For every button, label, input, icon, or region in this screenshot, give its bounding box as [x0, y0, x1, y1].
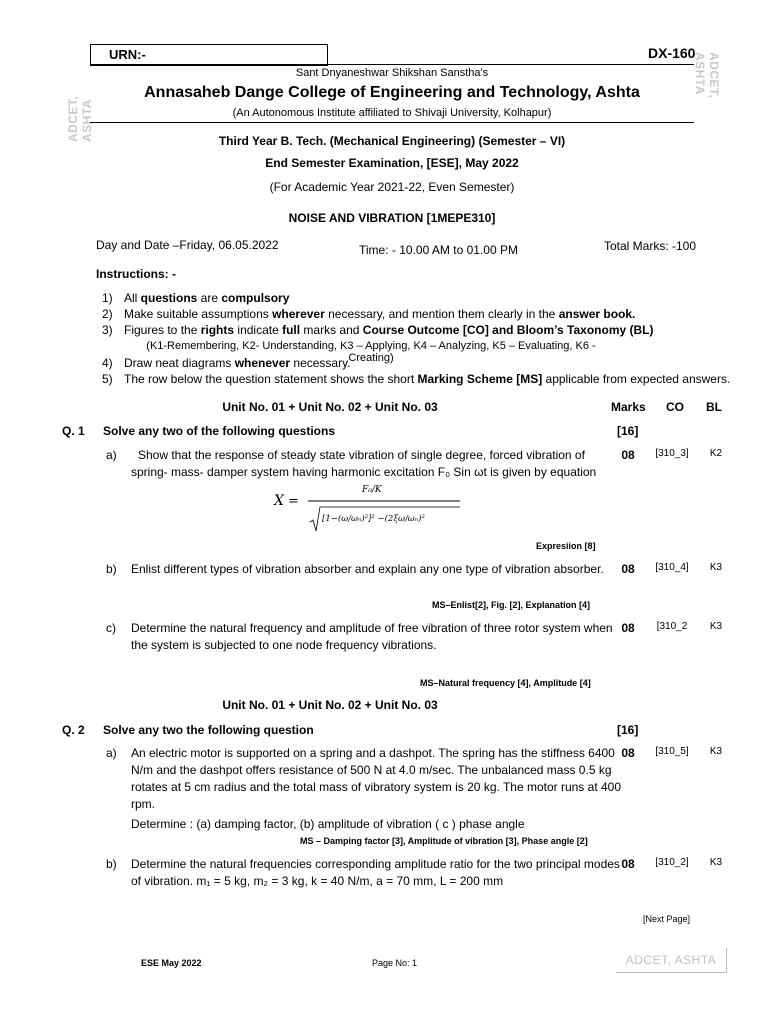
- q2b-line2: of vibration. m₁ = 5 kg, m₂ = 3 kg, k = 40 N/m, a = 70 mm, L = 200 mm: [131, 874, 504, 888]
- formula-x: X: [274, 493, 284, 509]
- program: Third Year B. Tech. (Mechanical Engineering) (Semester – VI): [218, 134, 566, 148]
- sub-question-bl: K3: [709, 746, 723, 757]
- question-total-marks: [16]: [617, 723, 639, 737]
- question-number: Q. 1: [62, 424, 85, 438]
- side-watermark-right: ADCET, ASHTA: [693, 52, 721, 99]
- sub-question-co: [310_4]: [655, 562, 689, 573]
- instruction-5: The row below the question statement shows the short Marking Scheme [MS] applicable from expected answers.: [124, 372, 731, 386]
- q2a-line1: An electric motor is supported on a spring and a dashpot. The spring has the stiffness 6400: [131, 746, 615, 760]
- sub-question-co: [310_2: [656, 621, 688, 632]
- side-watermark-left: ADCET, ASHTA: [66, 95, 94, 142]
- marking-scheme: Expresiion [8]: [536, 541, 596, 551]
- q1c-line2: the system is subjected to one node frequency vibrations.: [131, 638, 437, 652]
- formula-equals: =: [288, 494, 299, 509]
- formula-numerator: F₀/K: [362, 485, 382, 495]
- header-rule: [90, 64, 694, 65]
- header-rule-bottom: [90, 122, 694, 123]
- bl-header: BL: [706, 400, 722, 414]
- affiliation: (An Autonomous Institute affiliated to Shivaji University, Kolhapur): [232, 107, 552, 119]
- q1b-text: Enlist different types of vibration absorber and explain any one type of vibration absorber.: [131, 562, 604, 576]
- question-total-marks: [16]: [617, 424, 639, 438]
- sub-question-bl: K3: [709, 857, 723, 868]
- question-title: Solve any two the following question: [103, 723, 314, 737]
- paper-code: DX-160: [648, 45, 696, 61]
- unit-heading: Unit No. 01 + Unit No. 02 + Unit No. 03: [222, 400, 438, 414]
- instruction-num: 4): [102, 356, 113, 370]
- sanstha-name: Sant Dnyaneshwar Shikshan Sanstha's: [295, 67, 489, 79]
- q1a-line1: Show that the response of steady state vibration of single degree, forced vibration of: [138, 448, 585, 462]
- q2a-line3: rotates at 5 cm radius and the total mass of vibratory system is 20 kg. The motor runs at 400: [131, 780, 622, 794]
- marking-scheme: MS–Enlist[2], Fig. [2], Explanation [4]: [432, 600, 591, 610]
- college-name: Annasaheb Dange College of Engineering and Technology, Ashta: [144, 84, 640, 101]
- q1c-line1: Determine the natural frequency and amplitude of free vibration of three rotor system when: [131, 621, 613, 635]
- footer-page-number: Page No: 1: [372, 958, 418, 968]
- sub-question-bl: K3: [709, 562, 723, 573]
- next-page-note: [Next Page]: [643, 914, 691, 924]
- sub-question-co: [310_5]: [655, 746, 689, 757]
- instruction-3: Figures to the rights indicate full marks and Course Outcome [CO] and Bloom’s Taxonomy (BL): [124, 323, 654, 337]
- q2a-line2: N/m and the dashpot offers resistance of 500 N at 4.0 m/sec. The unbalanced mass 0.5 kg: [131, 763, 612, 777]
- exam-date: Day and Date –Friday, 06.05.2022: [96, 238, 279, 252]
- sub-question-marks: 08: [621, 857, 635, 871]
- instructions-title: Instructions: -: [96, 267, 176, 281]
- instruction-4: Draw neat diagrams whenever necessary.: [124, 356, 351, 370]
- instruction-1: All questions are compulsory: [124, 291, 290, 305]
- instruction-num: 1): [102, 291, 113, 305]
- marking-scheme: MS–Natural frequency [4], Amplitude [4]: [420, 678, 591, 688]
- exam-time: Time: - 10.00 AM to 01.00 PM: [359, 243, 518, 257]
- sub-question-label: a): [106, 448, 117, 462]
- q2b-line1: Determine the natural frequencies corresponding amplitude ratio for the two principal modes: [131, 857, 620, 871]
- sub-question-label: b): [106, 857, 117, 871]
- sub-question-marks: 08: [621, 746, 635, 760]
- footer-watermark: ADCET, ASHTA: [616, 948, 727, 973]
- marking-scheme: MS – Damping factor [3], Amplitude of vibration [3], Phase angle [2]: [300, 836, 588, 846]
- sub-question-marks: 08: [621, 621, 635, 635]
- sub-question-bl: K3: [709, 621, 723, 632]
- instruction-num: 5): [102, 372, 113, 386]
- sub-question-co: [310_2]: [655, 857, 689, 868]
- formula-denominator: [1−(ω/ωₙ)²]² −(2ξω/ωₙ)²: [322, 514, 425, 524]
- q2a-line5: Determine : (a) damping factor, (b) amplitude of vibration ( c ) phase angle: [131, 817, 525, 831]
- sub-question-marks: 08: [621, 448, 635, 462]
- sub-question-label: a): [106, 746, 117, 760]
- instruction-num: 2): [102, 307, 113, 321]
- sub-question-label: c): [106, 621, 116, 635]
- academic-year: (For Academic Year 2021-22, Even Semester): [269, 180, 515, 194]
- question-title: Solve any two of the following questions: [103, 424, 336, 438]
- question-number: Q. 2: [62, 723, 85, 737]
- instruction-3-levels: (K1-Remembering, K2- Understanding, K3 – Applying, K4 – Analyzing, K5 – Evaluating, K6 - Creating): [146, 340, 596, 364]
- urn-label: URN:-: [109, 47, 146, 62]
- footer-exam: ESE May 2022: [141, 958, 202, 968]
- sub-question-label: b): [106, 562, 117, 576]
- co-header: CO: [666, 400, 684, 414]
- response-formula: [272, 478, 462, 534]
- urn-box: [90, 44, 328, 66]
- sub-question-bl: K2: [709, 448, 723, 459]
- sub-question-co: [310_3]: [655, 448, 689, 459]
- q2a-line4: rpm.: [131, 797, 155, 811]
- exam-title: End Semester Examination, [ESE], May 2022: [265, 156, 519, 170]
- instruction-2: Make suitable assumptions wherever necessary, and mention them clearly in the answer book.: [124, 307, 636, 321]
- unit-heading: Unit No. 01 + Unit No. 02 + Unit No. 03: [222, 698, 438, 712]
- sub-question-marks: 08: [621, 562, 635, 576]
- q1a-line2: spring- mass- damper system having harmonic excitation F₀ Sin ωt is given by equation: [131, 465, 597, 479]
- instruction-num: 3): [102, 323, 113, 337]
- subject: NOISE AND VIBRATION [1MEPE310]: [288, 211, 496, 225]
- marks-header: Marks: [611, 400, 646, 414]
- total-marks: Total Marks: -100: [604, 239, 697, 253]
